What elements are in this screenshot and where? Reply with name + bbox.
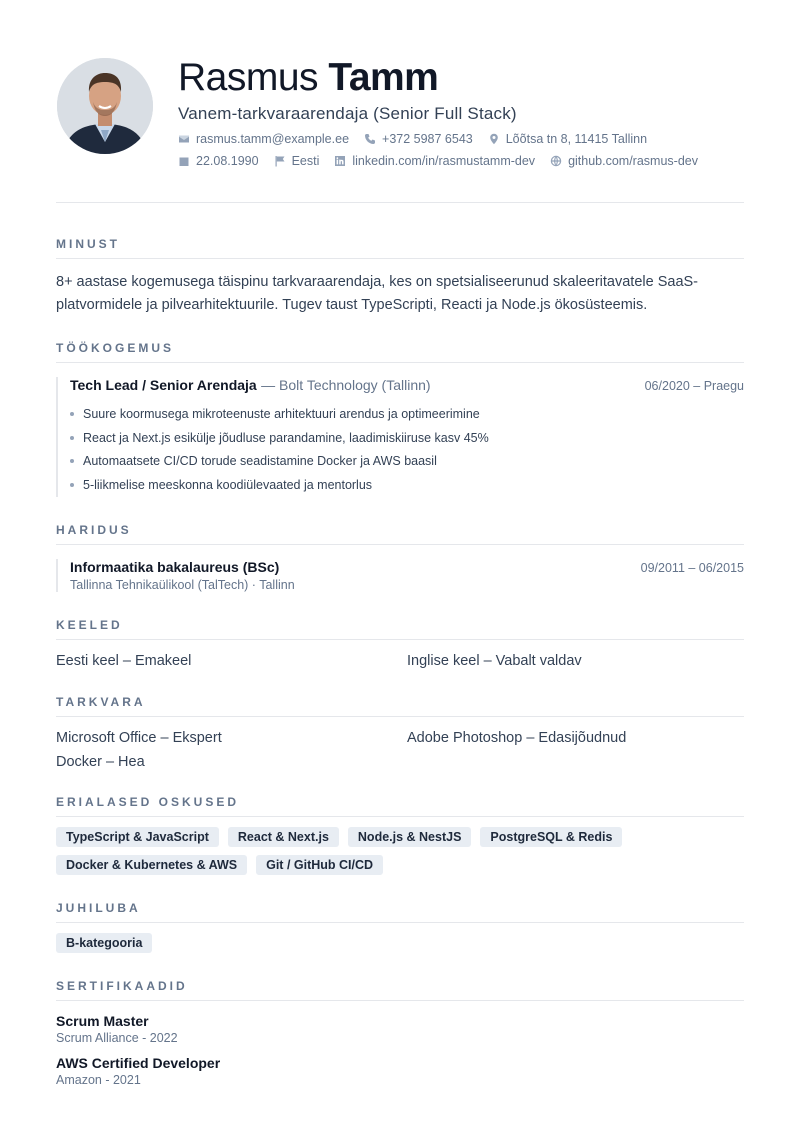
- language-item: Inglise keel – Vabalt valdav: [407, 653, 582, 669]
- license-tags: [56, 933, 744, 953]
- section-title-software: TARKVARA: [56, 695, 744, 717]
- list-item: Automaatsete CI/CD torude seadistamine Docker ja AWS baasil: [70, 450, 744, 474]
- experience-date: 06/2020 – Praegu: [644, 379, 744, 393]
- languages-list: [56, 652, 744, 670]
- location-icon: [488, 133, 500, 145]
- contact-linkedin[interactable]: [334, 154, 535, 168]
- education-school: Tallinna Tehnikaülikool (TalTech) · Tallinn: [70, 578, 295, 592]
- skill-tag: Node.js & NestJS: [348, 827, 472, 847]
- globe-icon: [550, 155, 562, 167]
- section-title-skills: ERIALASED OSKUSED: [56, 795, 744, 817]
- nationality-text: Eesti: [291, 154, 320, 168]
- first-name: Rasmus: [178, 56, 319, 99]
- skill-tag: Docker & Kubernetes & AWS: [56, 855, 247, 875]
- contact-row-1: [178, 132, 744, 146]
- list-item: React ja Next.js esikülje jõudluse parandamine, laadimiskiiruse kasv 45%: [70, 427, 744, 451]
- section-title-about: MINUST: [56, 237, 744, 259]
- calendar-icon: [178, 155, 190, 167]
- education-entry: [56, 559, 744, 592]
- job-title: Vanem-tarkvaraarendaja (Senior Full Stack): [178, 104, 517, 123]
- phone-text: +372 5987 6543: [382, 132, 473, 146]
- contact-nationality: [274, 154, 320, 168]
- software-item: Microsoft Office – Ekspert: [56, 730, 222, 746]
- certificate-name: AWS Certified Developer: [56, 1055, 221, 1071]
- section-about: [56, 237, 744, 317]
- section-title-languages: KEELED: [56, 618, 744, 640]
- contact-address: [488, 132, 647, 146]
- contact-phone[interactable]: [364, 132, 473, 146]
- section-software: [56, 695, 744, 771]
- last-name: Tamm: [328, 56, 439, 99]
- certificate-issuer: Scrum Alliance - 2022: [56, 1031, 178, 1045]
- experience-company: — Bolt Technology (Tallinn): [261, 377, 431, 393]
- section-title-license: JUHILUBA: [56, 901, 744, 923]
- certificate-name: Scrum Master: [56, 1013, 149, 1029]
- section-title-experience: TÖÖKOGEMUS: [56, 341, 744, 363]
- contact-github[interactable]: [550, 154, 698, 168]
- contact-email[interactable]: [178, 132, 349, 146]
- section-experience: [56, 341, 744, 497]
- section-education: [56, 523, 744, 592]
- contact-row-2: [178, 154, 744, 168]
- software-item: Docker – Hea: [56, 754, 145, 770]
- address-text: Lõõtsa tn 8, 11415 Tallinn: [505, 132, 648, 146]
- resume-header: [56, 0, 744, 203]
- certificate-item: [56, 1055, 744, 1087]
- birthdate-text: 22.08.1990: [196, 154, 259, 168]
- candidate-name: [178, 56, 744, 100]
- section-license: [56, 901, 744, 953]
- section-certificates: [56, 979, 744, 1087]
- linkedin-icon: [334, 155, 346, 167]
- certificate-issuer: Amazon - 2021: [56, 1073, 141, 1087]
- about-text: 8+ aastase kogemusega täispinu tarkvaraarendaja, kes on spetsialiseerunud skaleeritavatele SaaS-platvormidele ja pilvearhitektuurile. Tugev taust TypeScripti, Reacti ja Node.js ökosüsteemis.: [56, 274, 699, 313]
- skill-tag: PostgreSQL & Redis: [480, 827, 622, 847]
- header-text: [178, 56, 744, 168]
- software-list: [56, 729, 744, 771]
- section-title-education: HARIDUS: [56, 523, 744, 545]
- education-date: 09/2011 – 06/2015: [640, 561, 744, 575]
- list-item: Suure koormusega mikroteenuste arhitektuuri arendus ja optimeerimine: [70, 403, 744, 427]
- contact-birthdate: [178, 154, 259, 168]
- section-title-certificates: SERTIFIKAADID: [56, 979, 744, 1001]
- experience-role: Tech Lead / Senior Arendaja: [70, 377, 257, 393]
- license-tag: B-kategooria: [56, 933, 152, 953]
- skills-tags: [56, 827, 744, 875]
- language-item: Eesti keel – Emakeel: [56, 653, 192, 669]
- experience-entry-head: [70, 377, 744, 395]
- phone-icon: [364, 133, 376, 145]
- education-entry-head: [70, 559, 744, 575]
- software-item: Adobe Photoshop – Edasijõudnud: [407, 730, 627, 746]
- education-degree: Informaatika bakalaureus (BSc): [70, 559, 280, 575]
- github-text: github.com/rasmus-dev: [568, 154, 698, 168]
- mail-icon: [178, 133, 190, 145]
- experience-bullets: [70, 403, 744, 497]
- skill-tag: TypeScript & JavaScript: [56, 827, 219, 847]
- profile-photo: [57, 58, 153, 154]
- linkedin-text: linkedin.com/in/rasmustamm-dev: [352, 154, 536, 168]
- email-text: rasmus.tamm@example.ee: [196, 132, 350, 146]
- section-skills: [56, 795, 744, 875]
- flag-icon: [274, 155, 286, 167]
- experience-entry: [56, 377, 744, 497]
- section-languages: [56, 618, 744, 670]
- skill-tag: Git / GitHub CI/CD: [256, 855, 383, 875]
- skill-tag: React & Next.js: [228, 827, 339, 847]
- certificate-item: [56, 1013, 744, 1045]
- list-item: 5-liikmelise meeskonna koodiülevaated ja mentorlus: [70, 474, 744, 498]
